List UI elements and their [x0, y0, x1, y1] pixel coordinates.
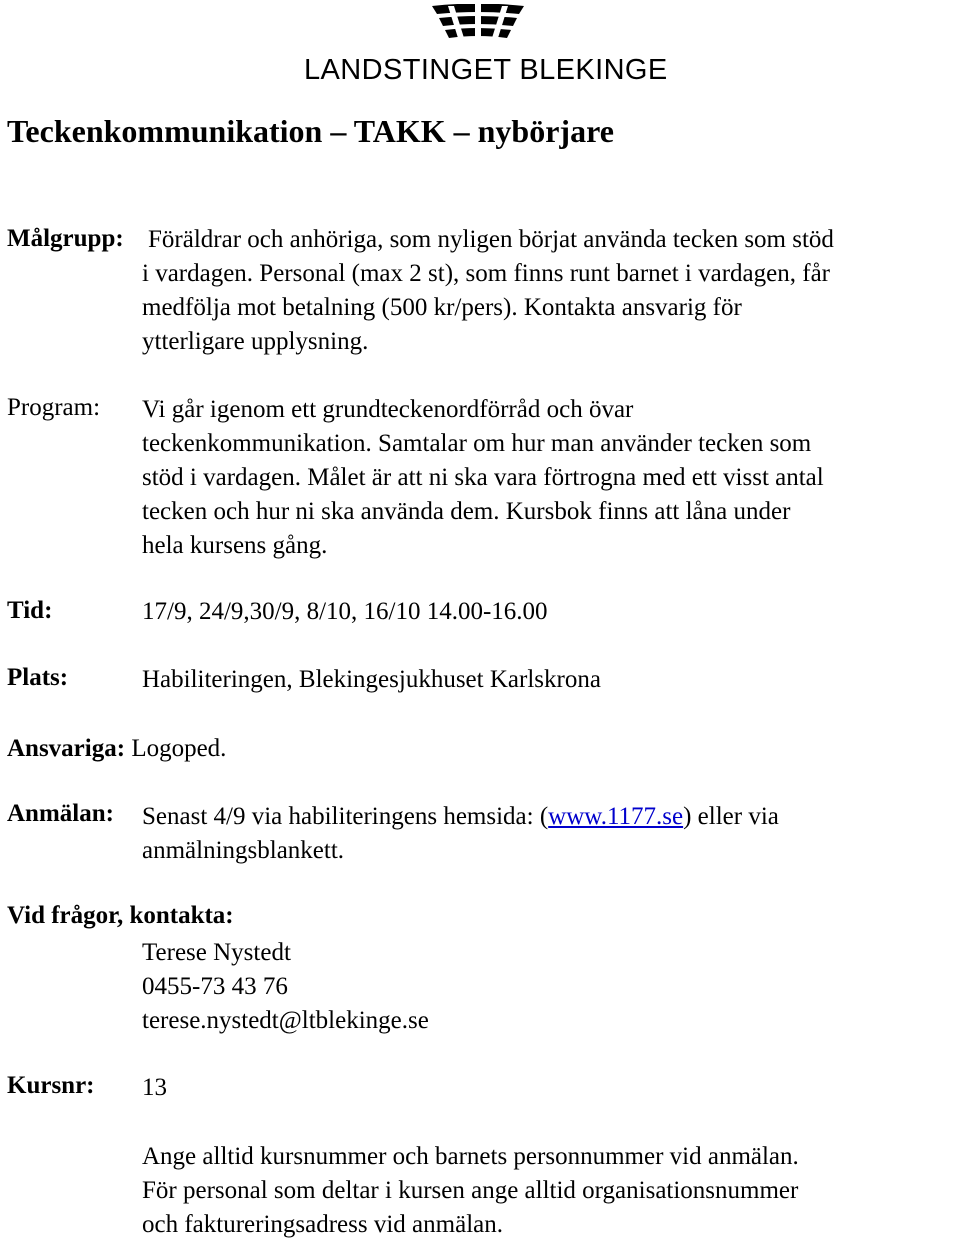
malgrupp-line: i vardagen. Personal (max 2 st), som finns runt barnet i vardagen, får — [142, 260, 830, 287]
landstinget-blekinge-logo — [300, 0, 668, 90]
malgrupp-label: Målgrupp: — [7, 225, 124, 252]
anmalan-label: Anmälan: — [7, 800, 114, 827]
logo-text: LANDSTINGET BLEKINGE — [304, 54, 668, 86]
kontakt-details — [142, 936, 429, 1038]
page-title: Teckenkommunikation – TAKK – nybörjare — [7, 113, 614, 149]
program-line: tecken och hur ni ska använda dem. Kursbok finns att låna under — [142, 498, 791, 525]
program-line: hela kursens gång. — [142, 532, 328, 559]
plats-value: Habiliteringen, Blekingesjukhuset Karlskrona — [142, 666, 601, 693]
anmalan-text-end: ) eller via — [683, 803, 779, 830]
contact-name: Terese Nystedt — [142, 939, 291, 966]
note-line: För personal som deltar i kursen ange alltid organisationsnummer — [142, 1177, 799, 1204]
tid-label: Tid: — [7, 597, 53, 624]
ship-emblem-icon — [428, 4, 528, 44]
link-1177[interactable]: www.1177.se — [548, 803, 684, 830]
program-line: stöd i vardagen. Målet är att ni ska vara förtrogna med ett visst antal — [142, 464, 824, 491]
malgrupp-line: Föräldrar och anhöriga, som nyligen börjat använda tecken som stöd — [148, 226, 834, 253]
ansvariga-value: Logoped. — [131, 735, 227, 762]
program-text — [142, 393, 824, 563]
contact-phone: 0455-73 43 76 — [142, 973, 288, 1000]
contact-email: terese.nystedt@ltblekinge.se — [142, 1007, 429, 1034]
anmalan-text-start: Senast 4/9 via habiliteringens hemsida: ( — [142, 803, 549, 830]
kursnr-value: 13 — [142, 1074, 167, 1101]
program-line: Vi går igenom ett grundteckenordförråd och övar — [142, 396, 634, 423]
ansvariga-row — [7, 732, 226, 766]
kursnr-label: Kursnr: — [7, 1072, 95, 1099]
anmalan-text — [142, 800, 779, 868]
malgrupp-text — [142, 223, 834, 359]
anmalan-line — [142, 800, 779, 834]
malgrupp-line: medfölja mot betalning (500 kr/pers). Kontakta ansvarig för — [142, 294, 742, 321]
note-line: och faktureringsadress vid anmälan. — [142, 1211, 503, 1238]
program-label: Program: — [7, 394, 101, 421]
malgrupp-line: ytterligare upplysning. — [142, 328, 369, 355]
plats-label: Plats: — [7, 664, 69, 691]
program-line: teckenkommunikation. Samtalar om hur man använder tecken som — [142, 430, 812, 457]
kontakt-label: Vid frågor, kontakta: — [7, 902, 234, 929]
anmalan-line: anmälningsblankett. — [142, 837, 345, 864]
ansvariga-label: Ansvariga: — [7, 735, 126, 762]
note-line: Ange alltid kursnummer och barnets personnummer vid anmälan. — [142, 1143, 799, 1170]
tid-value: 17/9, 24/9,30/9, 8/10, 16/10 14.00-16.00 — [142, 598, 548, 625]
note-text — [142, 1140, 799, 1242]
